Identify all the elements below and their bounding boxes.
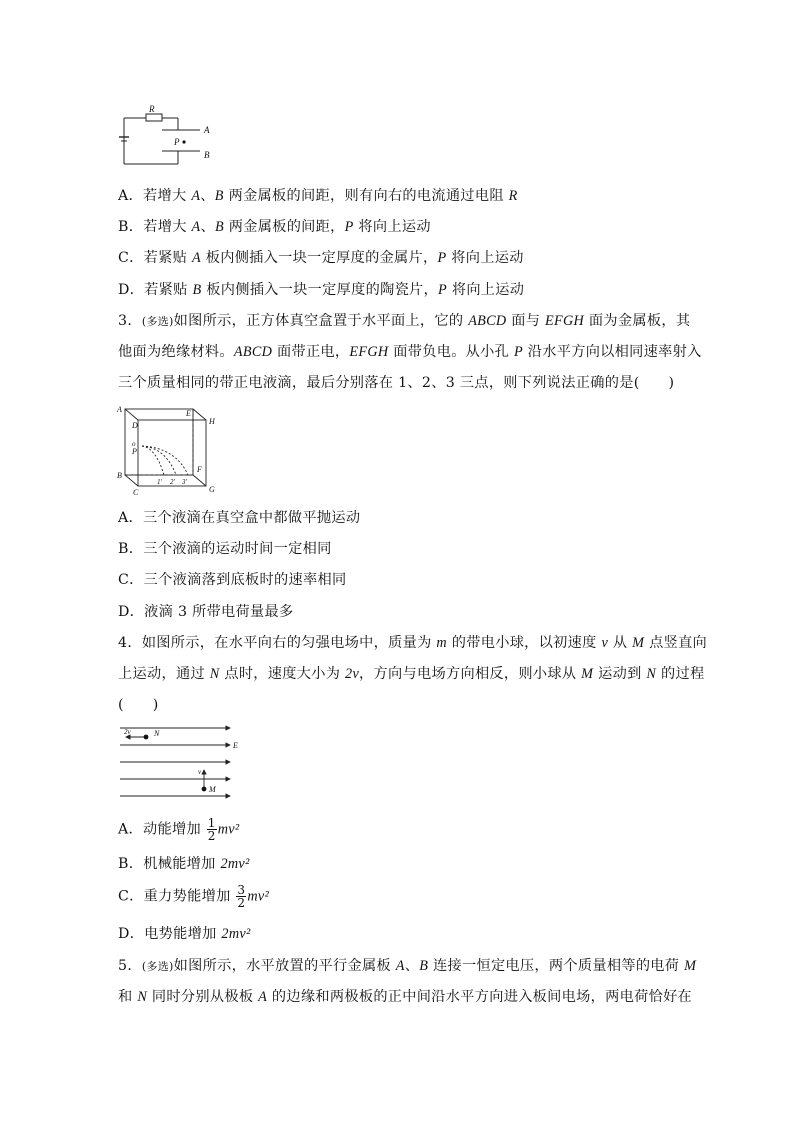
q2-option-c: C．若紧贴 A 板内侧插入一块一定厚度的金属片，P 将向上运动	[118, 250, 524, 266]
plate-a-label: A	[204, 125, 210, 135]
electric-field-diagram	[116, 720, 246, 802]
circuit-diagram	[116, 104, 216, 168]
q4-option-a: A．动能增加 $\frac{1}{2}$ mv²	[118, 816, 240, 843]
q4-option-b: B．机械能增加 2mv²	[118, 856, 250, 872]
plate-b-label: B	[204, 150, 210, 160]
q3-option-d: D．液滴 3 所带电荷量最多	[118, 604, 294, 620]
q3-option-c: C．三个液滴落到底板时的速率相同	[118, 572, 347, 588]
resistor-label: R	[149, 104, 155, 114]
svg-text:B: B	[117, 471, 122, 480]
q4-stem-line-3: ( )	[118, 697, 159, 713]
svg-text:C: C	[133, 488, 139, 497]
svg-text:2': 2'	[170, 478, 175, 486]
svg-text:H: H	[209, 417, 215, 426]
svg-text:v: v	[198, 768, 202, 776]
point-p-label: P	[174, 137, 180, 147]
svg-text:A: A	[117, 405, 122, 414]
q2-option-b: B．若增大 A、B 两金属板的间距，P 将向上运动	[118, 219, 431, 235]
svg-text:M: M	[209, 785, 216, 794]
svg-text:F: F	[197, 465, 202, 474]
svg-text:E: E	[233, 741, 238, 750]
svg-text:o: o	[132, 440, 136, 448]
svg-text:2v: 2v	[124, 728, 131, 736]
svg-text:D: D	[132, 421, 138, 430]
svg-text:N: N	[154, 729, 160, 738]
svg-text:3': 3'	[182, 478, 187, 486]
q2-option-d: D．若紧贴 B 板内侧插入一块一定厚度的陶瓷片，P 将向上运动	[118, 282, 525, 298]
q4-stem-line-2: 上运动，通过 N 点时，速度大小为 2v，方向与电场方向相反，则小球从 M 运动到 N 的过程	[118, 666, 705, 682]
q4-option-c: C．重力势能增加 $\frac{3}{2}$ mv²	[118, 883, 270, 910]
cube-diagram	[116, 402, 220, 498]
svg-text:E: E	[186, 409, 191, 418]
q2-option-a: A．若增大 A、B 两金属板的间距，则有向右的电流通过电阻 R	[118, 188, 518, 204]
svg-text:1': 1'	[157, 478, 162, 486]
svg-text:P: P	[132, 447, 137, 456]
q3-option-a: A．三个液滴在真空盒中都做平抛运动	[118, 510, 361, 526]
q5-stem-line-2: 和 N 同时分别从极板 A 的边缘和两极板的正中间沿水平方向进入板间电场，两电荷恰好在	[118, 989, 693, 1005]
q4-option-d: D．电势能增加 2mv²	[118, 926, 251, 942]
q4-stem-line-1: 4．如图所示，在水平向右的匀强电场中，质量为 m 的带电小球，以初速度 v 从 M 点竖直向	[118, 635, 708, 651]
q5-stem-line-1: 5．(多选)如图所示，水平放置的平行金属板 A、B 连接一恒定电压，两个质量相等的电荷 M	[118, 958, 697, 974]
q3-stem-line-2: 他面为绝缘材料。ABCD 面带正电，EFGH 面带负电。从小孔 P 沿水平方向以相同速率射入	[118, 344, 702, 360]
q3-stem-line-3: 三个质量相同的带正电液滴，最后分别落在 1、2、3 三点，则下列说法正确的是( )	[118, 375, 675, 391]
q3-stem-line-1: 3．(多选)如图所示，正方体真空盒置于水平面上，它的 ABCD 面与 EFGH 面为金属板，其	[118, 313, 691, 329]
q3-option-b: B．三个液滴的运动时间一定相同	[118, 541, 332, 557]
svg-text:G: G	[209, 485, 215, 494]
